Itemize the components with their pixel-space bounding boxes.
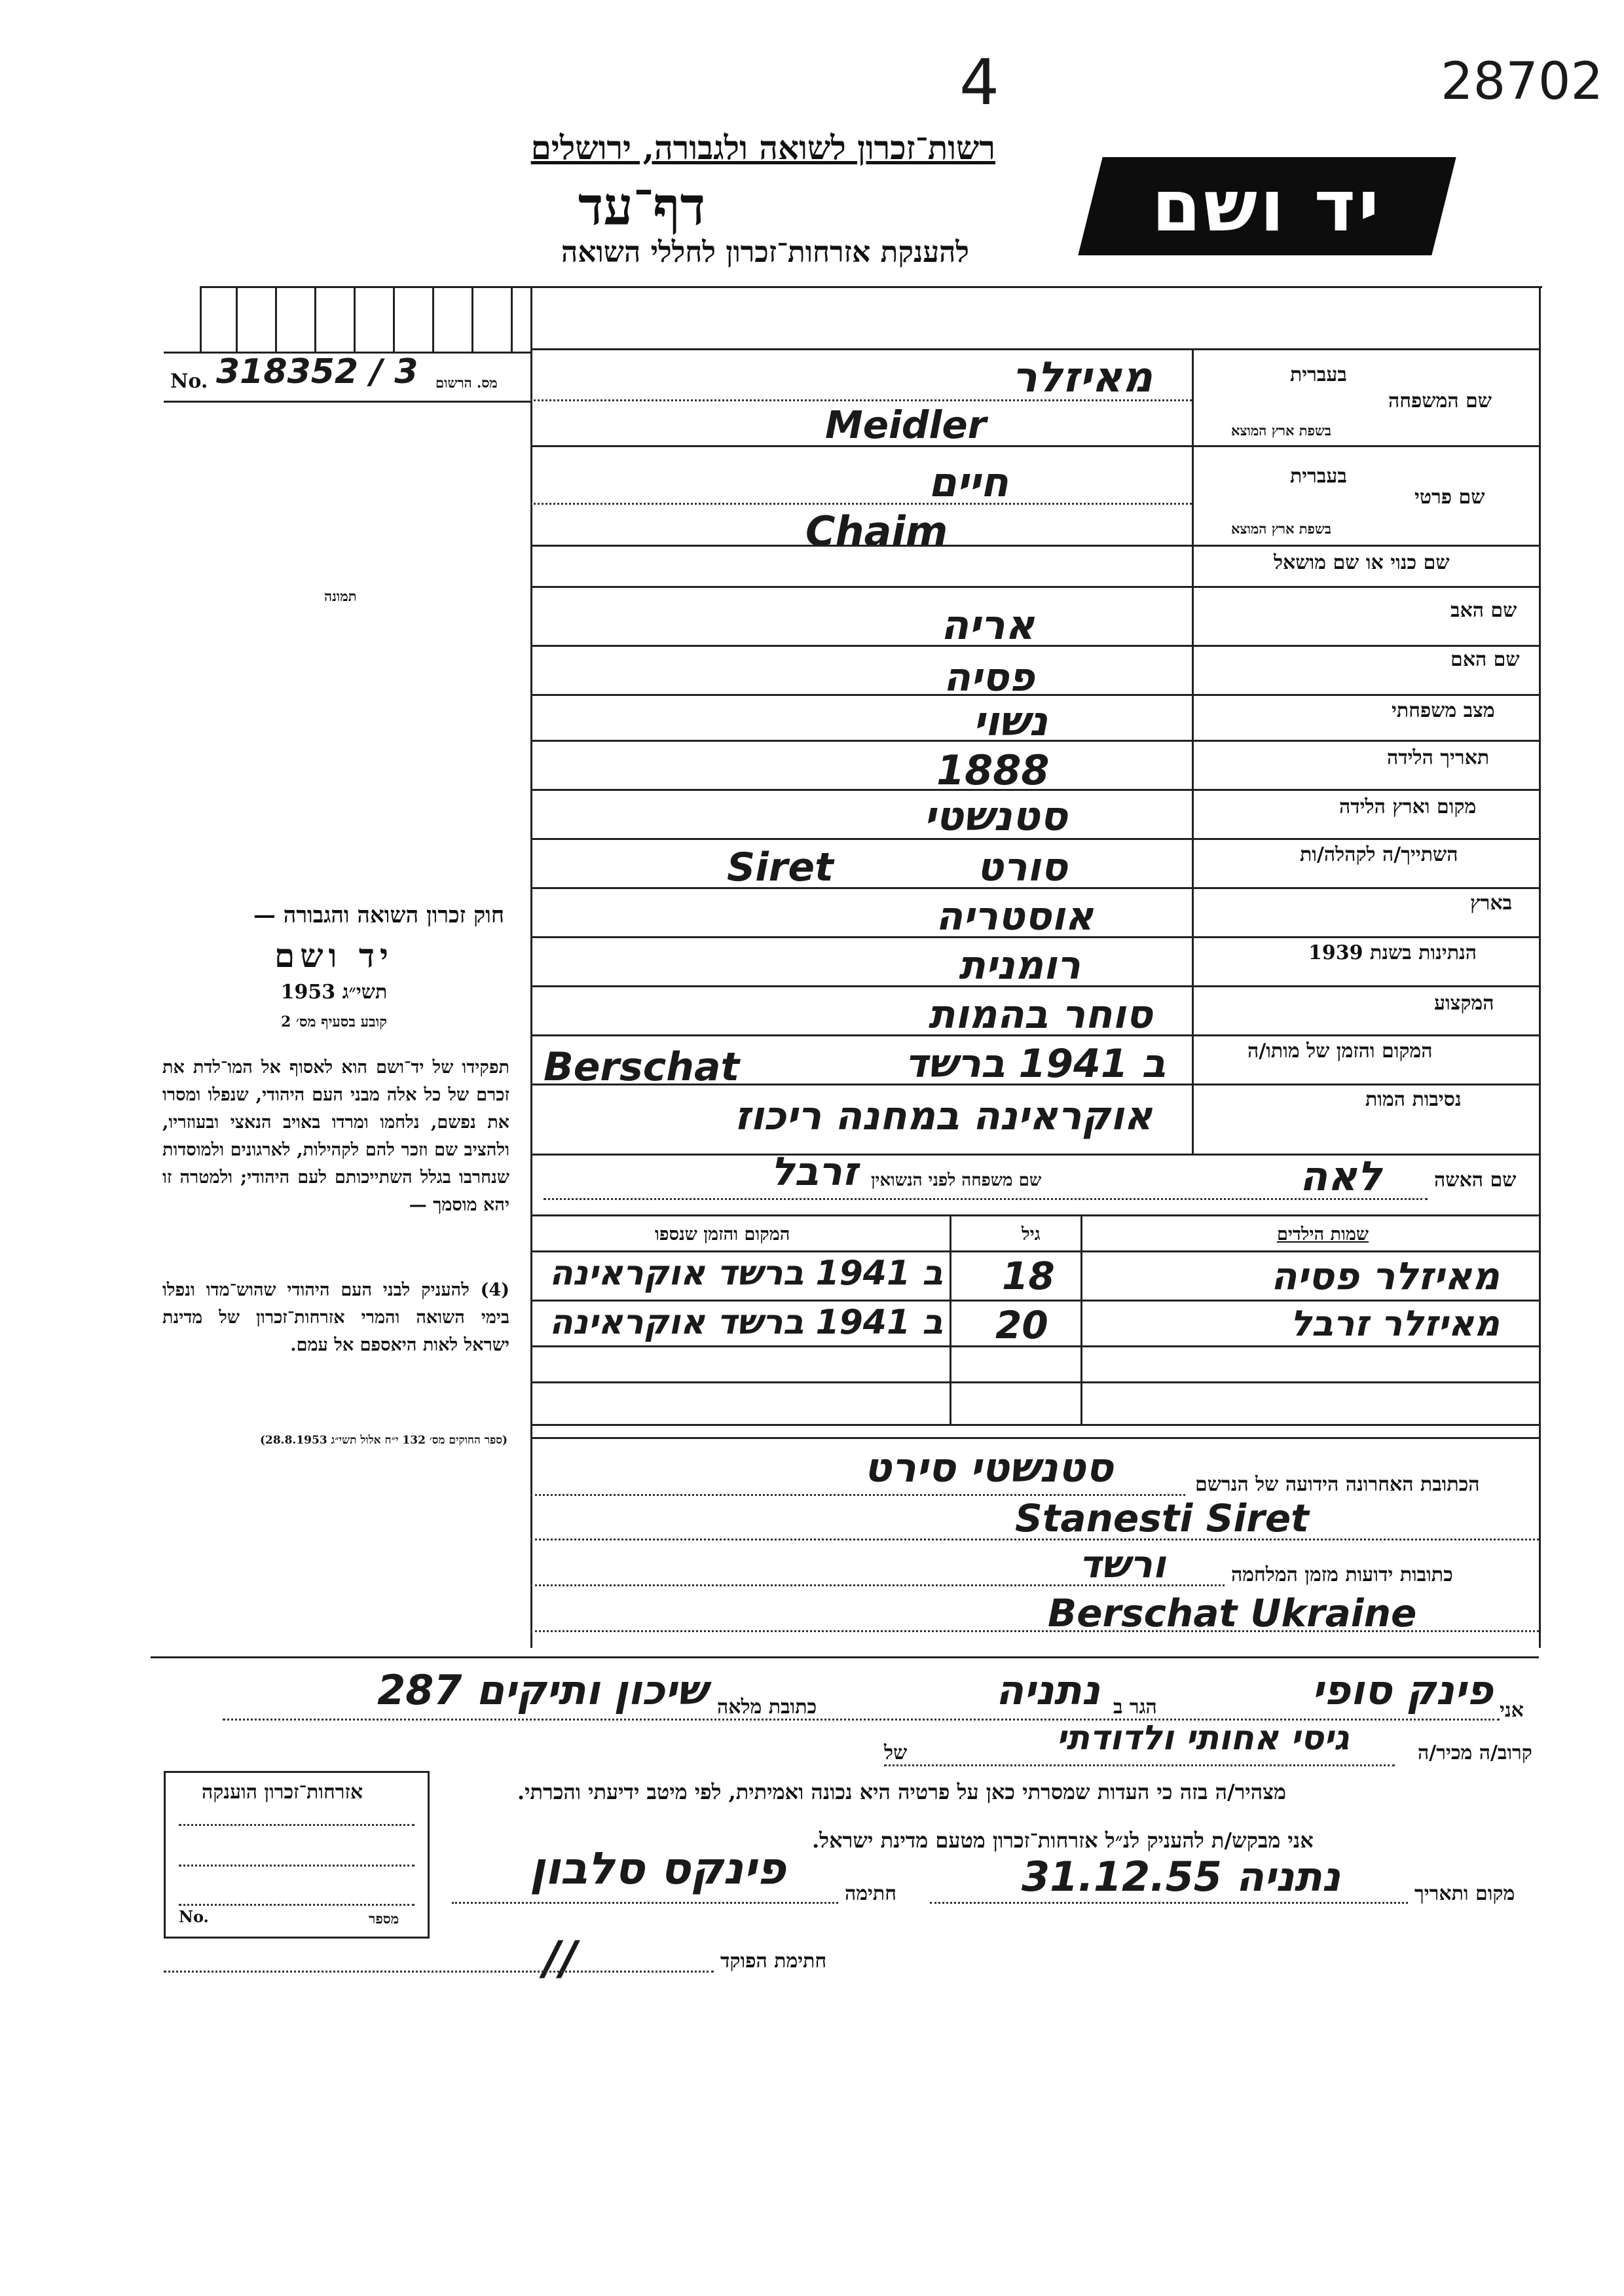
marital-label: מצב משפחתי <box>1392 699 1495 722</box>
country-label: בארץ <box>1470 892 1513 915</box>
mother-label: שם האם <box>1450 648 1520 671</box>
citizenship-label: הנתינות בשנת 1939 <box>1308 941 1477 964</box>
stamp-box-no: No. <box>179 1907 209 1926</box>
children-place-header: המקום והזמן שנספו <box>655 1224 790 1245</box>
father-label: שם האב <box>1450 599 1517 622</box>
wife-label: שם האשה <box>1434 1169 1517 1192</box>
profession-label: המקצוע <box>1434 992 1494 1015</box>
given-name-hebrew: חיים <box>928 458 1008 506</box>
last-address-label: הכתובת האחרונה הידועה של הנרשם <box>1195 1473 1480 1496</box>
archive-number: 28702 <box>1441 52 1604 111</box>
declarant-i-label: אני <box>1500 1699 1524 1722</box>
hebrew-sublabel-2: בעברית <box>1290 465 1347 488</box>
law-clause: קובע בסעיף מס׳ 2 <box>280 1013 388 1030</box>
law-text-2: (4) להעניק לבני העם היהודי שהוש־מדו ונפלו בימי השואה והמרי אזרחות־זכרון של מדינת ישראל לאות היאספם אל עמם. <box>162 1280 509 1355</box>
photo-label: תמונה <box>324 588 357 604</box>
officer-signature: // <box>544 1931 578 1985</box>
child-age: 20 <box>995 1303 1048 1347</box>
stamp-box-title: אזרחות־זכרון הוענקה <box>202 1781 363 1804</box>
child-death-place: ב 1941 ברשד אוקראינה <box>549 1303 943 1342</box>
last-address-hebrew: סטנשטי סירט <box>864 1444 1113 1491</box>
law-year: תשי״ג 1953 <box>280 981 388 1004</box>
child-age: 18 <box>1002 1254 1055 1298</box>
circumstances-value: אוקראינה במחנה ריכוז <box>734 1093 1153 1139</box>
given-name-label: שם פרטי <box>1414 486 1485 509</box>
law-footnote: (ספר החוקים מס׳ 132 י״ח אלול תשי״ג 28.8.1953) <box>259 1434 507 1447</box>
citizenship-granted-box <box>164 1771 430 1939</box>
local-sublabel: בשפת ארץ המוצא <box>1231 422 1331 439</box>
child-death-place: ב 1941 ברשד אוקראינה <box>549 1254 943 1293</box>
marital-value: נשוי <box>972 697 1048 745</box>
citizenship-value: רומנית <box>959 943 1080 989</box>
child-name: מאיזלר זרבל <box>1290 1303 1500 1344</box>
death-value: ב 1941 ברשד <box>904 1041 1166 1087</box>
birth-place-value: סטנשטי <box>923 792 1067 840</box>
of-label: של <box>884 1741 908 1764</box>
place-date-value: נתניה 31.12.55 <box>1022 1853 1340 1901</box>
community-value: סורט <box>976 845 1067 890</box>
declaration-line-2: אני מבקש/ת להעניק לנ״ל אזרחות־זכרון מטעם מדינת ישראל. <box>812 1828 1314 1853</box>
child-name: מאיזלר פסיה <box>1270 1254 1500 1298</box>
community-local: Siret <box>727 845 834 890</box>
death-label: המקום והזמן של מותו/ה <box>1247 1040 1433 1063</box>
stamp-box-number-label: מספר <box>369 1910 399 1927</box>
maiden-name-value: זרבל <box>770 1149 858 1195</box>
birth-place-label: מקום וארץ הלידה <box>1339 795 1477 818</box>
given-name-local: Chaim <box>805 507 948 555</box>
relation-label: קרוב/ה מכיר/ה <box>1418 1741 1532 1764</box>
declarant-relation: גיסי אחותי ולדודתי <box>1056 1719 1349 1758</box>
surname-hebrew: מאיזלר <box>1012 354 1153 402</box>
declaration-line-1: מצהיר/ה בזה כי העדות שמסרתי כאן על פרטיה היא נכונה ואמיתית, לפי מיטב ידיעתי והכרתי. <box>517 1779 1286 1804</box>
death-local: Berschat <box>544 1044 740 1090</box>
declarant-address: שיכון ותיקים 287 <box>377 1666 707 1714</box>
form-title: דף־עד <box>578 175 706 237</box>
maiden-name-label: שם משפחה לפני הנשואין <box>871 1171 1042 1190</box>
signature-label: חתימה <box>845 1882 896 1905</box>
declarant-city: נתניה <box>995 1666 1100 1714</box>
war-address-hebrew: ורשד <box>1079 1542 1166 1586</box>
declarant-signature: פינקס סלבון <box>529 1843 786 1895</box>
nickname-label: שם כנוי או שם מושאל <box>1274 551 1450 574</box>
circumstances-label: נסיבות המות <box>1365 1088 1462 1111</box>
form-subtitle: להענקת אזרחות־זכרון לחללי השואה <box>561 236 969 269</box>
law-name: יד ושם <box>274 936 394 975</box>
birth-date-label: תאריך הלידה <box>1387 746 1490 769</box>
hebrew-sublabel: בעברית <box>1290 363 1347 386</box>
registration-no-label: No. <box>170 370 208 393</box>
full-address-label: כתובת מלאה <box>717 1696 817 1719</box>
law-text: תפקידו של יד־ושם הוא לאסוף אל המו־לדת את זכרם של כל אלה מבני העם היהודי, שנפלו ומסרו את נפשם, נלחמו ומרדו באויב הנאצי ובעוזריו, ולהציב שם וזכר להם לקהילות, לארגונים ולמוסדות שנחרבו בגלל השתייכותם לעם היהודי; ולמטרה זו יהא מוסמך — <box>162 1057 509 1215</box>
registration-label: מס. הרשום <box>435 374 498 391</box>
birth-date-value: 1888 <box>936 746 1050 794</box>
law-title: חוק זכרון השואה והגבורה — <box>253 902 504 928</box>
country-value: אוסטריה <box>936 894 1094 939</box>
last-address-local: Stanesti Siret <box>1015 1496 1309 1540</box>
authority-title: רשות־זכרון לשואה ולגבורה, ירושלים <box>530 128 995 167</box>
officer-signature-label: חתימת הפוקד <box>720 1950 827 1973</box>
father-value: אריה <box>940 601 1035 649</box>
community-label: השתייך/ה לקהלה/ות <box>1300 843 1458 866</box>
children-age-header: גיל <box>1022 1224 1041 1245</box>
mother-value: פסיה <box>943 655 1035 701</box>
place-date-label: מקום ותאריך <box>1414 1882 1515 1905</box>
wife-value: לאה <box>1299 1152 1382 1200</box>
profession-value: סוחר בהמות <box>928 992 1153 1038</box>
local-sublabel-2: בשפת ארץ המוצא <box>1231 520 1331 537</box>
surname-label: שם המשפחה <box>1388 390 1492 412</box>
war-address-label: כתובות ידועות מזמן המלחמה <box>1231 1563 1453 1586</box>
declarant-name: פינק סופי <box>1312 1666 1493 1714</box>
children-names-header: שמות הילדים <box>1277 1224 1369 1245</box>
yad-vashem-logo: יד ושם <box>1078 157 1456 255</box>
page-mark: 4 <box>959 46 1000 119</box>
registration-number: 318352 / 3 <box>216 352 418 392</box>
war-address-local: Berschat Ukraine <box>1048 1591 1417 1635</box>
lives-in-label: הגר ב <box>1113 1696 1157 1719</box>
surname-local: Meidler <box>825 403 987 447</box>
